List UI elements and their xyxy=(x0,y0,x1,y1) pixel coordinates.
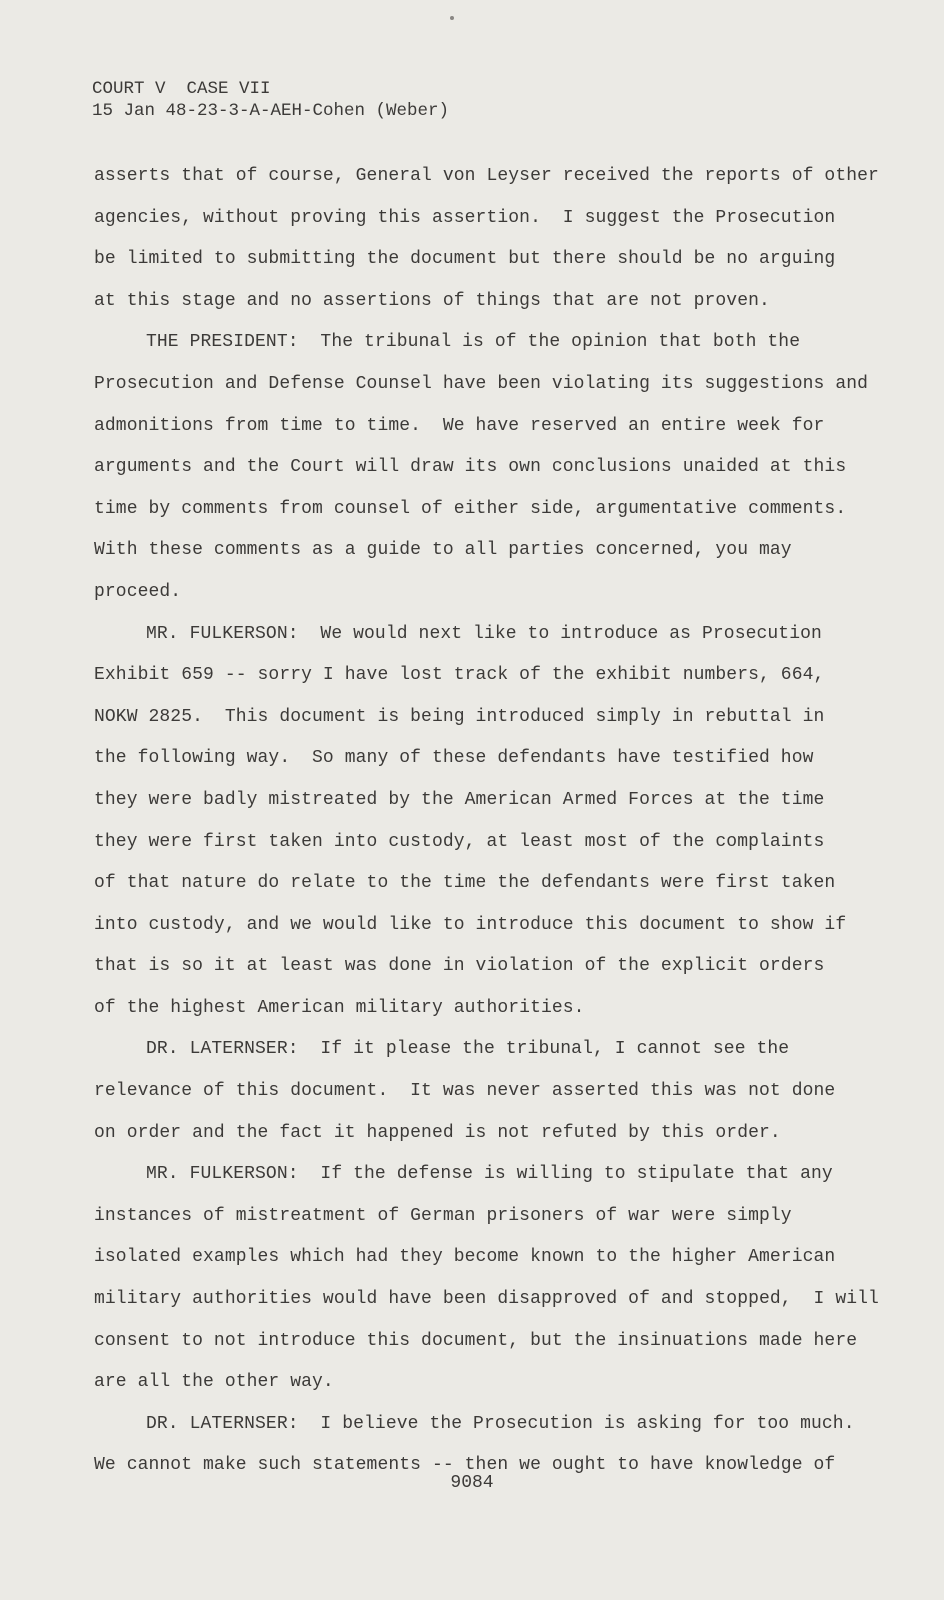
text-line: be limited to submitting the document but there should be no arguing xyxy=(94,249,836,270)
transcript-body xyxy=(94,156,879,1487)
text-line: are all the other way. xyxy=(94,1372,334,1393)
text-line: of the highest American military authorities. xyxy=(94,997,585,1018)
header-date-reference: 15 Jan 48-23-3-A-AEH-Cohen (Weber) xyxy=(92,101,450,121)
text-line: agencies, without proving this assertion. I suggest the Prosecution xyxy=(94,207,836,228)
text-line: instances of mistreatment of German prisoners of war were simply xyxy=(94,1205,792,1226)
speaker-line-president: THE PRESIDENT: The tribunal is of the opinion that both the xyxy=(146,332,801,353)
text-line: consent to not introduce this document, but the insinuations made here xyxy=(94,1330,858,1351)
text-line: that is so it at least was done in violation of the explicit orders xyxy=(94,956,825,977)
text-line: Exhibit 659 -- sorry I have lost track of the exhibit numbers, 664, xyxy=(94,665,825,686)
text-line: Prosecution and Defense Counsel have been violating its suggestions and xyxy=(94,373,869,394)
paper-speck xyxy=(450,16,454,20)
text-line: into custody, and we would like to introduce this document to show if xyxy=(94,914,847,935)
text-line: arguments and the Court will draw its own conclusions unaided at this xyxy=(94,457,847,478)
speaker-line-laternser: DR. LATERNSER: If it please the tribunal, I cannot see the xyxy=(146,1039,790,1060)
text-line: they were first taken into custody, at least most of the complaints xyxy=(94,831,825,852)
text-line: the following way. So many of these defendants have testified how xyxy=(94,748,814,769)
text-line: proceed. xyxy=(94,581,182,602)
text-line: We cannot make such statements -- then we ought to have knowledge of xyxy=(94,1455,836,1476)
speaker-line-laternser: DR. LATERNSER: I believe the Prosecution is asking for too much. xyxy=(146,1413,855,1434)
text-line: NOKW 2825. This document is being introduced simply in rebuttal in xyxy=(94,706,825,727)
page-number: 9084 xyxy=(450,1473,494,1493)
text-line: at this stage and no assertions of things that are not proven. xyxy=(94,290,770,311)
text-line: on order and the fact it happened is not refuted by this order. xyxy=(94,1122,781,1143)
document-header xyxy=(92,78,449,122)
header-court-case: COURT V CASE VII xyxy=(92,79,271,99)
text-line: relevance of this document. It was never asserted this was not done xyxy=(94,1081,836,1102)
speaker-line-fulkerson: MR. FULKERSON: If the defense is willing to stipulate that any xyxy=(146,1164,833,1185)
text-line: asserts that of course, General von Leyser received the reports of other xyxy=(94,166,879,186)
speaker-line-fulkerson: MR. FULKERSON: We would next like to introduce as Prosecution xyxy=(146,623,822,644)
text-line: military authorities would have been disapproved of and stopped, I will xyxy=(94,1289,879,1310)
text-line: they were badly mistreated by the American Armed Forces at the time xyxy=(94,789,825,810)
text-line: of that nature do relate to the time the defendants were first taken xyxy=(94,873,836,894)
text-line: isolated examples which had they become known to the higher American xyxy=(94,1247,836,1268)
text-line: time by comments from counsel of either side, argumentative comments. xyxy=(94,498,847,519)
text-line: With these comments as a guide to all parties concerned, you may xyxy=(94,540,792,561)
text-line: admonitions from time to time. We have reserved an entire week for xyxy=(94,415,825,436)
